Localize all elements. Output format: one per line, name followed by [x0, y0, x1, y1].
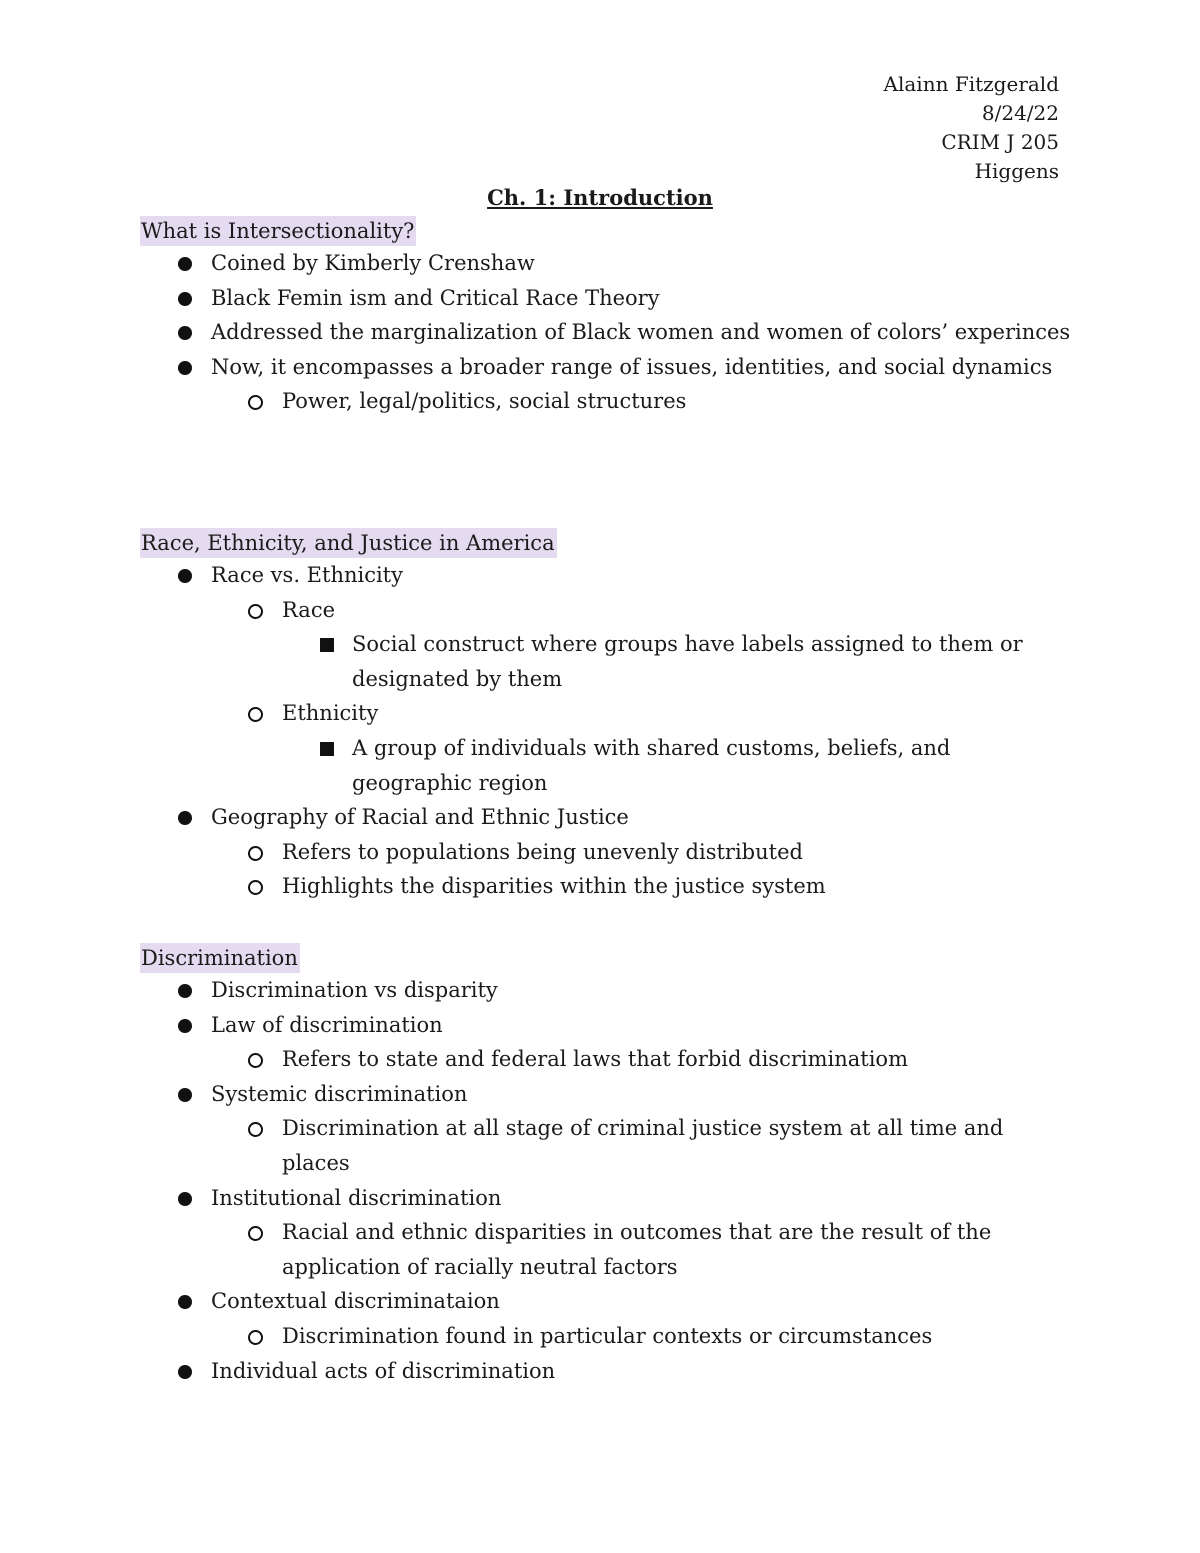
filled-bullet-icon	[178, 811, 192, 825]
list-item	[141, 800, 1071, 835]
filled-bullet-icon	[178, 984, 192, 998]
list-item	[141, 315, 1071, 350]
list-item-text: Addressed the marginalization of Black women and women of colors’ experinces	[211, 320, 1071, 345]
list-item	[141, 973, 1071, 1008]
list-item-text: Discrimination found in particular contexts or circumstances	[282, 1323, 933, 1348]
square-bullet-icon	[320, 638, 334, 652]
filled-bullet-icon	[178, 292, 192, 306]
sub-list-item	[141, 593, 1071, 628]
square-bullet-icon	[320, 742, 334, 756]
filled-bullet-icon	[178, 1365, 192, 1379]
list-item-text: Race	[282, 597, 336, 622]
hollow-bullet-icon	[248, 707, 263, 722]
list-item-text: Coined by Kimberly Crenshaw	[211, 251, 535, 275]
section-heading: Race, Ethnicity, and Justice in America	[140, 528, 557, 558]
hollow-bullet-icon	[248, 1330, 263, 1345]
filled-bullet-icon	[178, 361, 192, 375]
date: 8/24/22	[981, 101, 1059, 125]
list-item-text: Ethnicity	[282, 701, 379, 726]
list-item-text: Institutional discrimination	[211, 1185, 502, 1210]
list-item-text: Power, legal/politics, social structures	[282, 389, 687, 414]
sub-list-item	[141, 835, 1071, 870]
list-item-text: Social construct where groups have labels assigned to them or designated by them	[352, 632, 1023, 691]
filled-bullet-icon	[178, 569, 192, 583]
list-item-text: Individual acts of discrimination	[211, 1358, 556, 1383]
hollow-bullet-icon	[248, 846, 263, 861]
filled-bullet-icon	[178, 326, 192, 340]
list-item-text: Racial and ethnic disparities in outcomes that are the result of the application of racially neutral factors	[282, 1220, 992, 1279]
list-item-text: Refers to state and federal laws that forbid discriminatiom	[282, 1047, 908, 1072]
course-code: CRIM J 205	[941, 130, 1059, 154]
list-item-text: Geography of Racial and Ethnic Justice	[211, 805, 629, 830]
hollow-bullet-icon	[248, 395, 263, 410]
list-item-text: Contextual discriminataion	[211, 1289, 500, 1314]
hollow-bullet-icon	[248, 1053, 263, 1068]
filled-bullet-icon	[178, 1019, 192, 1033]
sub-sub-list-item	[141, 627, 1071, 696]
list-item-text: Systemic discrimination	[211, 1081, 468, 1106]
section-discrimination	[141, 943, 1071, 1388]
hollow-bullet-icon	[248, 1226, 263, 1241]
filled-bullet-icon	[178, 257, 192, 271]
sub-list-item	[141, 696, 1071, 731]
list-item-text: Refers to populations being unevenly distributed	[282, 839, 803, 864]
list-item	[141, 1284, 1071, 1319]
list-item	[141, 1008, 1071, 1043]
filled-bullet-icon	[178, 1192, 192, 1206]
section-race-ethnicity	[141, 528, 1071, 904]
list-item-text: A group of individuals with shared customs, beliefs, and geographic region	[352, 735, 951, 795]
sub-list-item	[141, 1111, 1071, 1180]
filled-bullet-icon	[178, 1295, 192, 1309]
list-item-text: Race vs. Ethnicity	[211, 563, 403, 587]
sub-list-item	[141, 1215, 1071, 1284]
list-item-text: Discrimination vs disparity	[211, 978, 498, 1002]
sub-list-item	[141, 869, 1071, 904]
filled-bullet-icon	[178, 1088, 192, 1102]
hollow-bullet-icon	[248, 880, 263, 895]
list-item-text: Black Femin ism and Critical Race Theory	[211, 285, 660, 310]
document-title: Ch. 1: Introduction	[487, 185, 713, 210]
sub-list-item	[141, 384, 1071, 419]
list-item	[141, 350, 1071, 385]
author-name: Alainn Fitzgerald	[883, 72, 1059, 96]
section-intersectionality	[141, 216, 1071, 419]
section-heading: What is Intersectionality?	[140, 216, 416, 246]
list-item-text: Discrimination at all stage of criminal justice system at all time and places	[282, 1116, 1004, 1175]
list-item	[141, 558, 1071, 593]
hollow-bullet-icon	[248, 604, 263, 619]
sub-sub-list-item	[141, 731, 1071, 800]
sub-list-item	[141, 1319, 1071, 1354]
list-item-text: Law of discrimination	[211, 1012, 443, 1037]
instructor-name: Higgens	[974, 159, 1059, 183]
list-item-text: Now, it encompasses a broader range of issues, identities, and social dynamics	[211, 354, 1053, 379]
section-heading: Discrimination	[140, 943, 300, 973]
list-item	[141, 1077, 1071, 1112]
sub-list-item	[141, 1042, 1071, 1077]
list-item	[141, 281, 1071, 316]
list-item-text: Highlights the disparities within the justice system	[282, 874, 826, 899]
list-item	[141, 1354, 1071, 1389]
hollow-bullet-icon	[248, 1122, 263, 1137]
list-item	[141, 246, 1071, 281]
list-item	[141, 1181, 1071, 1216]
header-block	[884, 70, 1059, 186]
